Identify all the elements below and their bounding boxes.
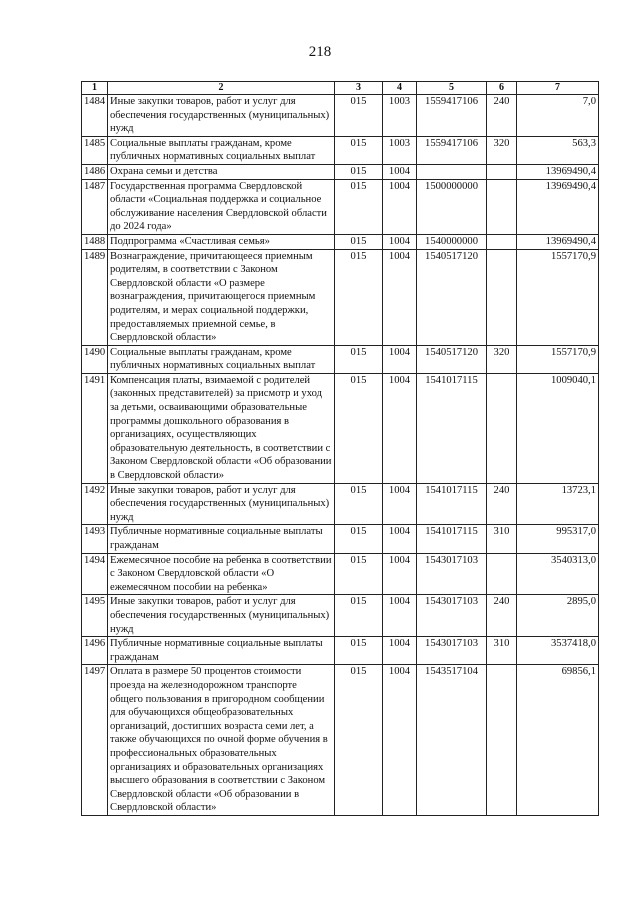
row-code-section: 1004 (383, 525, 417, 553)
row-code-ministry: 015 (335, 483, 383, 525)
row-description: Государственная программа Свердловской области «Социальная поддержка и социальное обслуживание населения Свердловской области до 2024 года» (108, 179, 335, 234)
header-col-3: 3 (335, 82, 383, 95)
row-description: Оплата в размере 50 процентов стоимости проезда на железнодорожном транспорте общего пользования в пригородном сообщении для обучающихся общеобразовательных организаций, достигших возраста семи лет, а также обучающихся по очной форме обучения в профессиональных образовательных организациях и образовательных организациях высшего образования в соответствии с Законом Свердловской области «Об образовании в Свердловской области» (108, 665, 335, 816)
row-code-ministry: 015 (335, 345, 383, 373)
row-description: Иные закупки товаров, работ и услуг для обеспечения государственных (муниципальных) нужд (108, 483, 335, 525)
row-amount: 13969490,4 (517, 164, 599, 179)
row-code-target: 1540517120 (417, 345, 487, 373)
table-row (82, 637, 599, 665)
row-number: 1493 (82, 525, 108, 553)
header-col-6: 6 (487, 82, 517, 95)
row-number: 1495 (82, 595, 108, 637)
row-description: Социальные выплаты гражданам, кроме публичных нормативных социальных выплат (108, 345, 335, 373)
row-code-section: 1004 (383, 595, 417, 637)
row-code-expense-type: 320 (487, 136, 517, 164)
row-number: 1492 (82, 483, 108, 525)
row-code-target: 1500000000 (417, 179, 487, 234)
row-amount: 2895,0 (517, 595, 599, 637)
row-code-expense-type (487, 179, 517, 234)
header-col-2: 2 (108, 82, 335, 95)
row-code-ministry: 015 (335, 525, 383, 553)
row-code-target: 1559417106 (417, 95, 487, 137)
header-col-7: 7 (517, 82, 599, 95)
row-number: 1484 (82, 95, 108, 137)
row-code-expense-type (487, 553, 517, 595)
row-description: Вознаграждение, причитающееся приемным родителям, в соответствии с Законом Свердловской области «О размере вознаграждения, причитающегося приемным родителям, и мерах социальной поддержки, предоставляемых приемной семье, в Свердловской области» (108, 249, 335, 345)
row-code-expense-type (487, 249, 517, 345)
page-number: 218 (308, 44, 332, 60)
row-code-target: 1559417106 (417, 136, 487, 164)
row-code-target: 1543017103 (417, 595, 487, 637)
row-code-target: 1543517104 (417, 665, 487, 816)
row-code-expense-type: 240 (487, 95, 517, 137)
row-amount: 69856,1 (517, 665, 599, 816)
row-code-expense-type (487, 234, 517, 249)
row-code-target: 1540000000 (417, 234, 487, 249)
row-number: 1488 (82, 234, 108, 249)
table-row (82, 345, 599, 373)
row-amount: 1009040,1 (517, 373, 599, 483)
row-description: Компенсация платы, взимаемой с родителей (законных представителей) за присмотр и уход за детьми, осваивающими образовательные программы дошкольного образования в организациях, осуществляющих образовательную деятельность, в соответствии с Законом Свердловской области «Об образовании в Свердловской области» (108, 373, 335, 483)
row-number: 1485 (82, 136, 108, 164)
row-description: Охрана семьи и детства (108, 164, 335, 179)
row-code-target: 1543017103 (417, 637, 487, 665)
row-code-expense-type: 310 (487, 525, 517, 553)
row-code-section: 1004 (383, 553, 417, 595)
row-number: 1486 (82, 164, 108, 179)
table-row (82, 595, 599, 637)
row-code-section: 1003 (383, 95, 417, 137)
row-description: Подпрограмма «Счастливая семья» (108, 234, 335, 249)
row-code-section: 1004 (383, 637, 417, 665)
table-row (82, 373, 599, 483)
row-description: Иные закупки товаров, работ и услуг для обеспечения государственных (муниципальных) нужд (108, 595, 335, 637)
row-code-section: 1004 (383, 345, 417, 373)
row-number: 1494 (82, 553, 108, 595)
row-code-expense-type (487, 665, 517, 816)
row-number: 1490 (82, 345, 108, 373)
row-amount: 13723,1 (517, 483, 599, 525)
row-amount: 563,3 (517, 136, 599, 164)
row-amount: 13969490,4 (517, 234, 599, 249)
row-code-section: 1003 (383, 136, 417, 164)
row-code-ministry: 015 (335, 179, 383, 234)
table-row (82, 483, 599, 525)
row-code-ministry: 015 (335, 373, 383, 483)
row-code-section: 1004 (383, 373, 417, 483)
row-code-target: 1543017103 (417, 553, 487, 595)
row-code-expense-type (487, 164, 517, 179)
table-row (82, 553, 599, 595)
row-amount: 1557170,9 (517, 345, 599, 373)
row-code-expense-type: 310 (487, 637, 517, 665)
row-code-section: 1004 (383, 665, 417, 816)
row-number: 1487 (82, 179, 108, 234)
row-code-section: 1004 (383, 249, 417, 345)
row-amount: 13969490,4 (517, 179, 599, 234)
row-code-expense-type: 240 (487, 595, 517, 637)
table-row (82, 525, 599, 553)
row-description: Социальные выплаты гражданам, кроме публичных нормативных социальных выплат (108, 136, 335, 164)
row-amount: 1557170,9 (517, 249, 599, 345)
row-code-ministry: 015 (335, 164, 383, 179)
table-row (82, 179, 599, 234)
row-code-target: 1540517120 (417, 249, 487, 345)
row-code-section: 1004 (383, 164, 417, 179)
table-row (82, 136, 599, 164)
row-code-ministry: 015 (335, 136, 383, 164)
row-code-ministry: 015 (335, 637, 383, 665)
header-col-1: 1 (82, 82, 108, 95)
row-amount: 3540313,0 (517, 553, 599, 595)
row-amount: 3537418,0 (517, 637, 599, 665)
header-col-5: 5 (417, 82, 487, 95)
table-row (82, 249, 599, 345)
row-description: Ежемесячное пособие на ребенка в соответствии с Законом Свердловской области «О ежемесячном пособии на ребенка» (108, 553, 335, 595)
row-code-target: 1541017115 (417, 483, 487, 525)
table-header-row (82, 82, 599, 95)
table-row (82, 234, 599, 249)
row-amount: 995317,0 (517, 525, 599, 553)
row-code-ministry: 015 (335, 95, 383, 137)
table-row (82, 95, 599, 137)
row-code-ministry: 015 (335, 595, 383, 637)
row-number: 1489 (82, 249, 108, 345)
row-code-section: 1004 (383, 179, 417, 234)
row-number: 1491 (82, 373, 108, 483)
row-description: Иные закупки товаров, работ и услуг для обеспечения государственных (муниципальных) нужд (108, 95, 335, 137)
row-code-target: 1541017115 (417, 525, 487, 553)
row-number: 1496 (82, 637, 108, 665)
table-body (82, 95, 599, 816)
row-description: Публичные нормативные социальные выплаты гражданам (108, 637, 335, 665)
row-code-ministry: 015 (335, 249, 383, 345)
row-code-expense-type (487, 373, 517, 483)
table-row (82, 665, 599, 816)
budget-table (81, 81, 599, 816)
row-code-ministry: 015 (335, 234, 383, 249)
row-code-ministry: 015 (335, 665, 383, 816)
row-code-target (417, 164, 487, 179)
table-row (82, 164, 599, 179)
row-description: Публичные нормативные социальные выплаты гражданам (108, 525, 335, 553)
row-code-expense-type: 240 (487, 483, 517, 525)
row-code-section: 1004 (383, 234, 417, 249)
row-code-target: 1541017115 (417, 373, 487, 483)
row-code-ministry: 015 (335, 553, 383, 595)
row-amount: 7,0 (517, 95, 599, 137)
row-code-section: 1004 (383, 483, 417, 525)
row-number: 1497 (82, 665, 108, 816)
header-col-4: 4 (383, 82, 417, 95)
row-code-expense-type: 320 (487, 345, 517, 373)
